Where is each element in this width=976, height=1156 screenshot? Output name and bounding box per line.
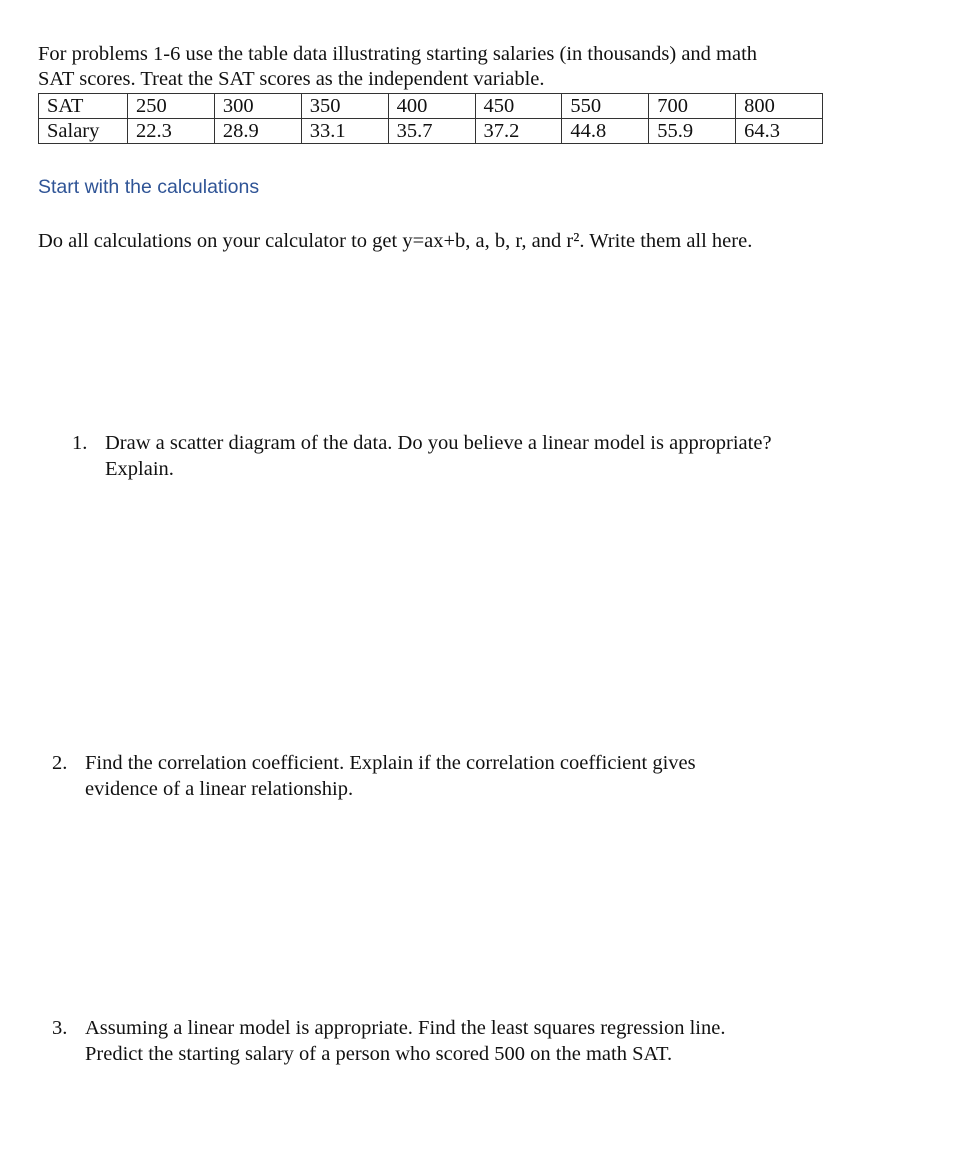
sat-cell: 350 [301, 94, 388, 119]
problem-line: Draw a scatter diagram of the data. Do you believe a linear model is appropriate? [105, 432, 772, 454]
salary-cell: 33.1 [301, 119, 388, 144]
intro-line-1: For problems 1-6 use the table data illustrating starting salaries (in thousands) and math [38, 43, 758, 65]
problem-line: Find the correlation coefficient. Explain if the correlation coefficient gives [85, 752, 696, 774]
sat-row-header: SAT [39, 94, 128, 119]
salary-cell: 28.9 [214, 119, 301, 144]
section-heading: Start with the calculations [38, 176, 260, 198]
sat-cell: 450 [475, 94, 562, 119]
problem-number: 1. [72, 432, 88, 454]
intro-line-2: SAT scores. Treat the SAT scores as the independent variable. [38, 68, 545, 90]
sat-row [39, 94, 823, 119]
sat-cell: 700 [649, 94, 736, 119]
problem-text [85, 1015, 912, 1067]
sat-cell: 250 [128, 94, 215, 119]
problem-3 [52, 1015, 912, 1067]
problem-1 [72, 430, 932, 482]
salary-cell: 37.2 [475, 119, 562, 144]
sat-cell: 800 [736, 94, 823, 119]
sat-cell: 300 [214, 94, 301, 119]
problem-text [105, 430, 932, 482]
salary-row [39, 119, 823, 144]
problem-line: Assuming a linear model is appropriate. Find the least squares regression line. [85, 1017, 726, 1039]
problem-text [85, 750, 912, 802]
sat-cell: 400 [388, 94, 475, 119]
problem-line: Explain. [105, 458, 174, 480]
sat-cell: 550 [562, 94, 649, 119]
intro-paragraph [38, 42, 838, 92]
problem-number: 2. [52, 752, 68, 774]
salary-row-header: Salary [39, 119, 128, 144]
problem-line: Predict the starting salary of a person who scored 500 on the math SAT. [85, 1043, 673, 1065]
calculator-instruction: Do all calculations on your calculator to get y=ax+b, a, b, r, and r². Write them all here. [38, 230, 753, 252]
salary-cell: 35.7 [388, 119, 475, 144]
problem-number: 3. [52, 1017, 68, 1039]
salary-cell: 55.9 [649, 119, 736, 144]
salary-cell: 64.3 [736, 119, 823, 144]
salary-cell: 22.3 [128, 119, 215, 144]
salary-cell: 44.8 [562, 119, 649, 144]
problem-line: evidence of a linear relationship. [85, 778, 354, 800]
sat-salary-table [38, 93, 823, 144]
problem-2 [52, 750, 912, 802]
